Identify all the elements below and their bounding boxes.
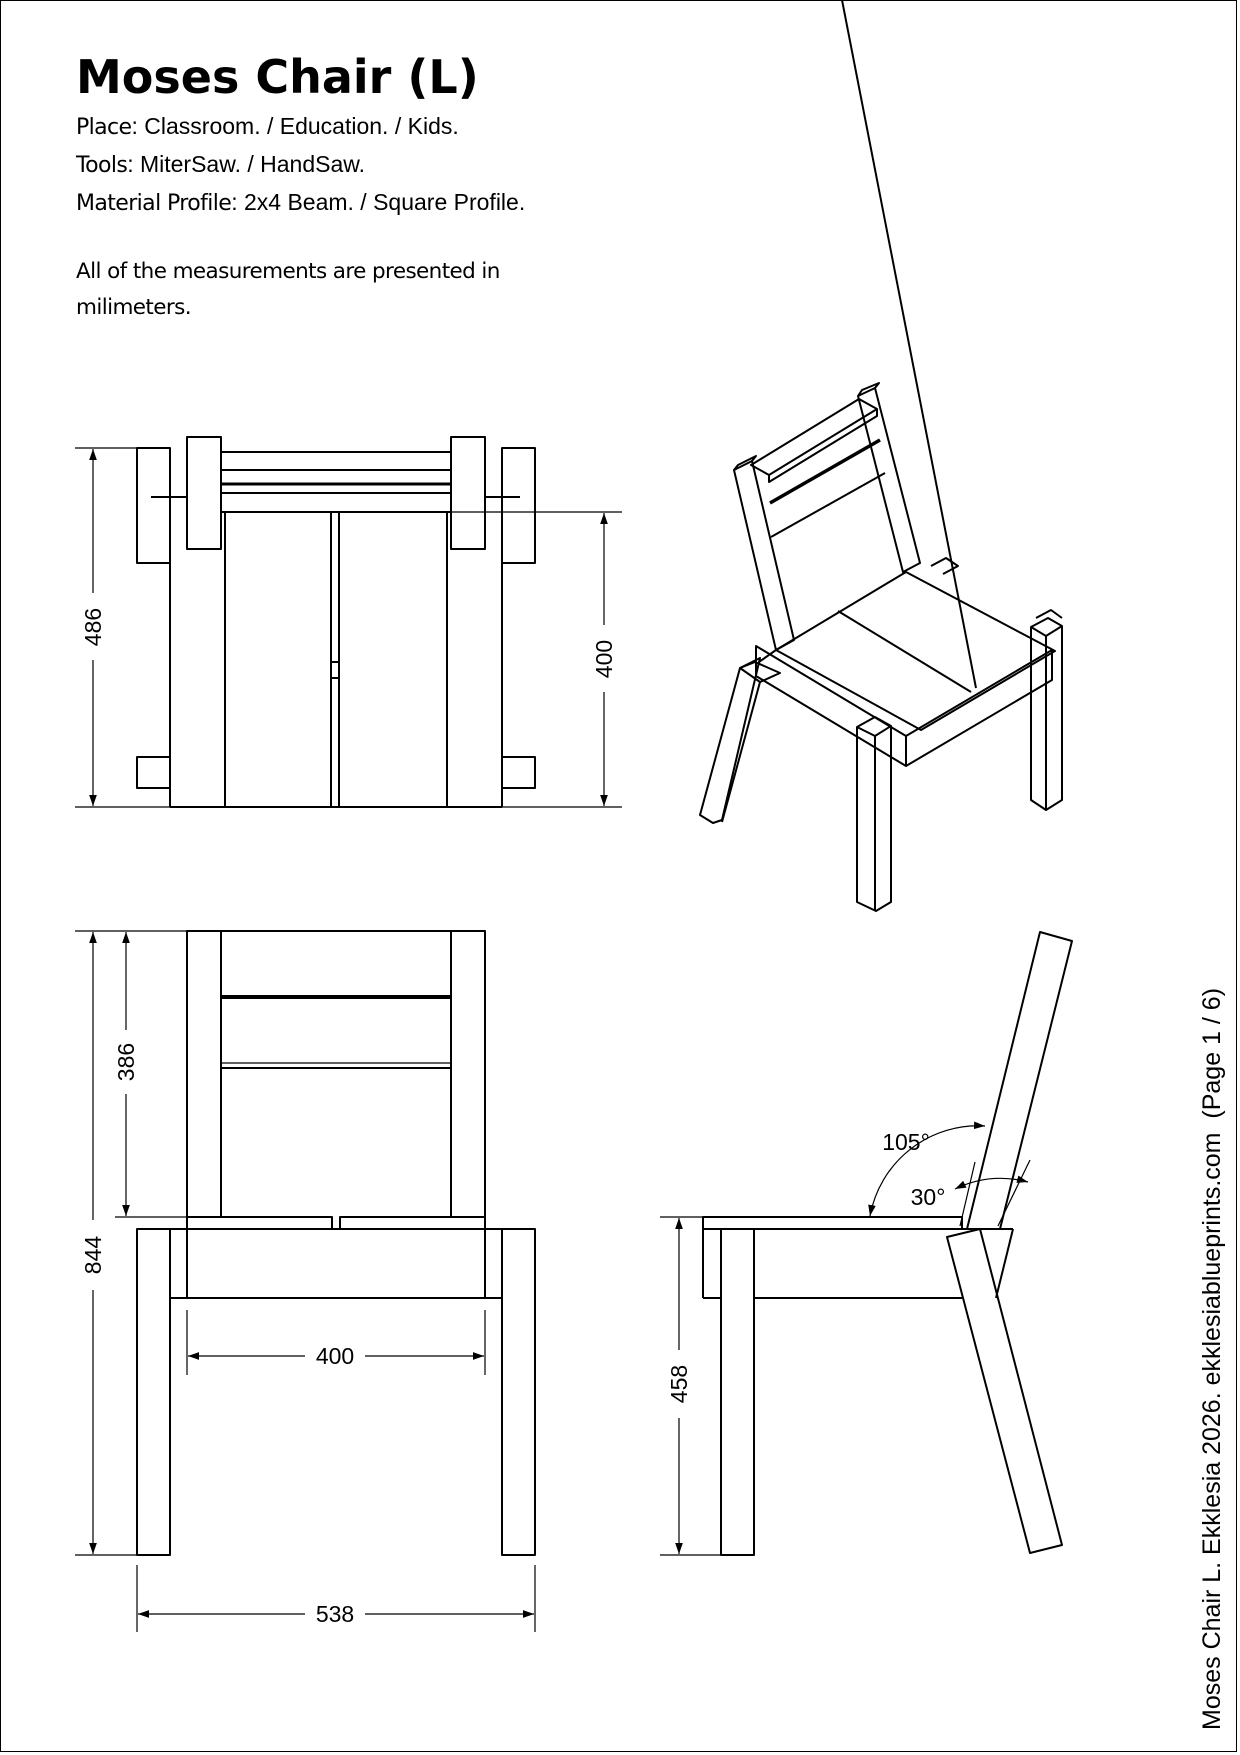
dim-front-height: 844 xyxy=(80,1235,106,1275)
tools-label: Tools xyxy=(76,153,128,178)
side-view xyxy=(660,932,1072,1555)
front-view xyxy=(75,931,535,1632)
footer-credit xyxy=(1198,988,1227,1730)
angle-30: 30° xyxy=(910,1184,946,1210)
dim-top-seat: 400 xyxy=(591,639,617,679)
dim-front-inner-width: 400 xyxy=(315,1343,355,1369)
isometric-view xyxy=(700,0,1062,911)
tools-value: : MiterSaw. / HandSaw. xyxy=(127,151,365,177)
top-view xyxy=(75,437,622,807)
measurement-note: All of the measurements are presented in milimeters. xyxy=(76,259,500,320)
material-value: : 2x4 Beam. / Square Profile. xyxy=(231,189,526,215)
place-label: Place xyxy=(76,115,132,140)
place-value: : Classroom. / Education. / Kids. xyxy=(131,113,459,139)
page-title: Moses Chair (L) xyxy=(76,50,479,104)
angle-105: 105° xyxy=(882,1129,930,1155)
material-label: Material Profile xyxy=(76,191,232,216)
dim-front-back: 386 xyxy=(113,1042,139,1082)
dim-top-depth: 486 xyxy=(80,607,106,647)
footer-page-number: (Page 1 / 6) xyxy=(1198,987,1226,1119)
dim-seat-height: 458 xyxy=(666,1364,692,1404)
dim-front-width: 538 xyxy=(315,1601,355,1627)
footer-credit-text: Moses Chair L. Ekklesia 2026. ekklesiablueprints.com xyxy=(1198,1132,1226,1730)
